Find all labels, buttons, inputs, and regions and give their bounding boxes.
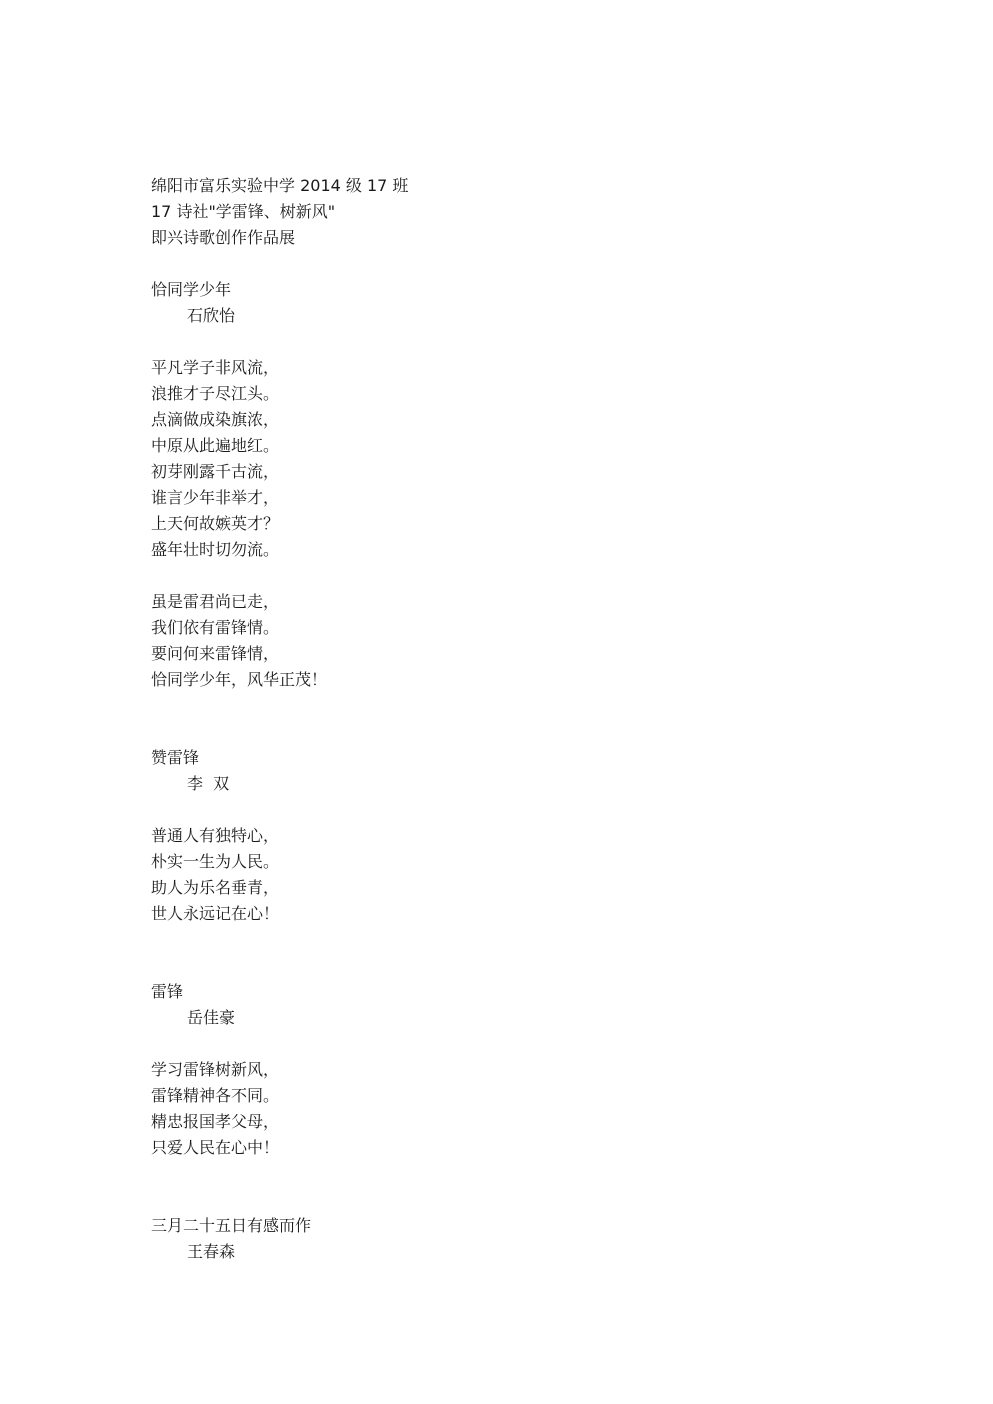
poem-line: 浪推才子尽江头。 bbox=[151, 384, 280, 403]
poem-line: 上天何故嫉英才？ bbox=[151, 514, 280, 533]
poem-title: 恰同学少年 bbox=[151, 280, 232, 299]
poem-line: 恰同学少年，风华正茂！ bbox=[151, 670, 328, 689]
poem-author: 石欣怡 bbox=[187, 306, 236, 325]
poem-title: 赞雷锋 bbox=[151, 748, 200, 767]
poem-line: 谁言少年非举才， bbox=[151, 488, 280, 507]
poem-line: 世人永远记在心！ bbox=[151, 904, 280, 923]
poem-title: 三月二十五日有感而作 bbox=[151, 1216, 312, 1235]
poem-line: 盛年壮时切勿流。 bbox=[151, 540, 280, 559]
poem-line: 平凡学子非风流， bbox=[151, 358, 280, 377]
poem-line: 初芽刚露千古流， bbox=[151, 462, 280, 481]
poem-line: 助人为乐名垂青， bbox=[151, 878, 280, 897]
poem-author: 岳佳豪 bbox=[187, 1008, 236, 1027]
poem-line: 要问何来雷锋情， bbox=[151, 644, 280, 663]
header-exhibit: 即兴诗歌创作作品展 bbox=[151, 228, 296, 247]
header-school: 绵阳市富乐实验中学 2014 级 17 班 bbox=[151, 176, 409, 195]
header-club: 17 诗社"学雷锋、树新风" bbox=[151, 202, 336, 221]
poem-line: 精忠报国孝父母， bbox=[151, 1112, 280, 1131]
poem-line: 我们依有雷锋情。 bbox=[151, 618, 280, 637]
poem-line: 中原从此遍地红。 bbox=[151, 436, 280, 455]
poem-line: 学习雷锋树新风， bbox=[151, 1060, 280, 1079]
poem-author: 王春森 bbox=[187, 1242, 236, 1261]
poem-author: 李 双 bbox=[187, 774, 230, 793]
poem-title: 雷锋 bbox=[151, 982, 184, 1001]
poem-line: 点滴做成染旗浓， bbox=[151, 410, 280, 429]
poem-line: 普通人有独特心， bbox=[151, 826, 280, 845]
poem-line: 雷锋精神各不同。 bbox=[151, 1086, 280, 1105]
poem-line: 只爱人民在心中！ bbox=[151, 1138, 280, 1157]
poem-line: 朴实一生为人民。 bbox=[151, 852, 280, 871]
poem-line: 虽是雷君尚已走， bbox=[151, 592, 280, 611]
